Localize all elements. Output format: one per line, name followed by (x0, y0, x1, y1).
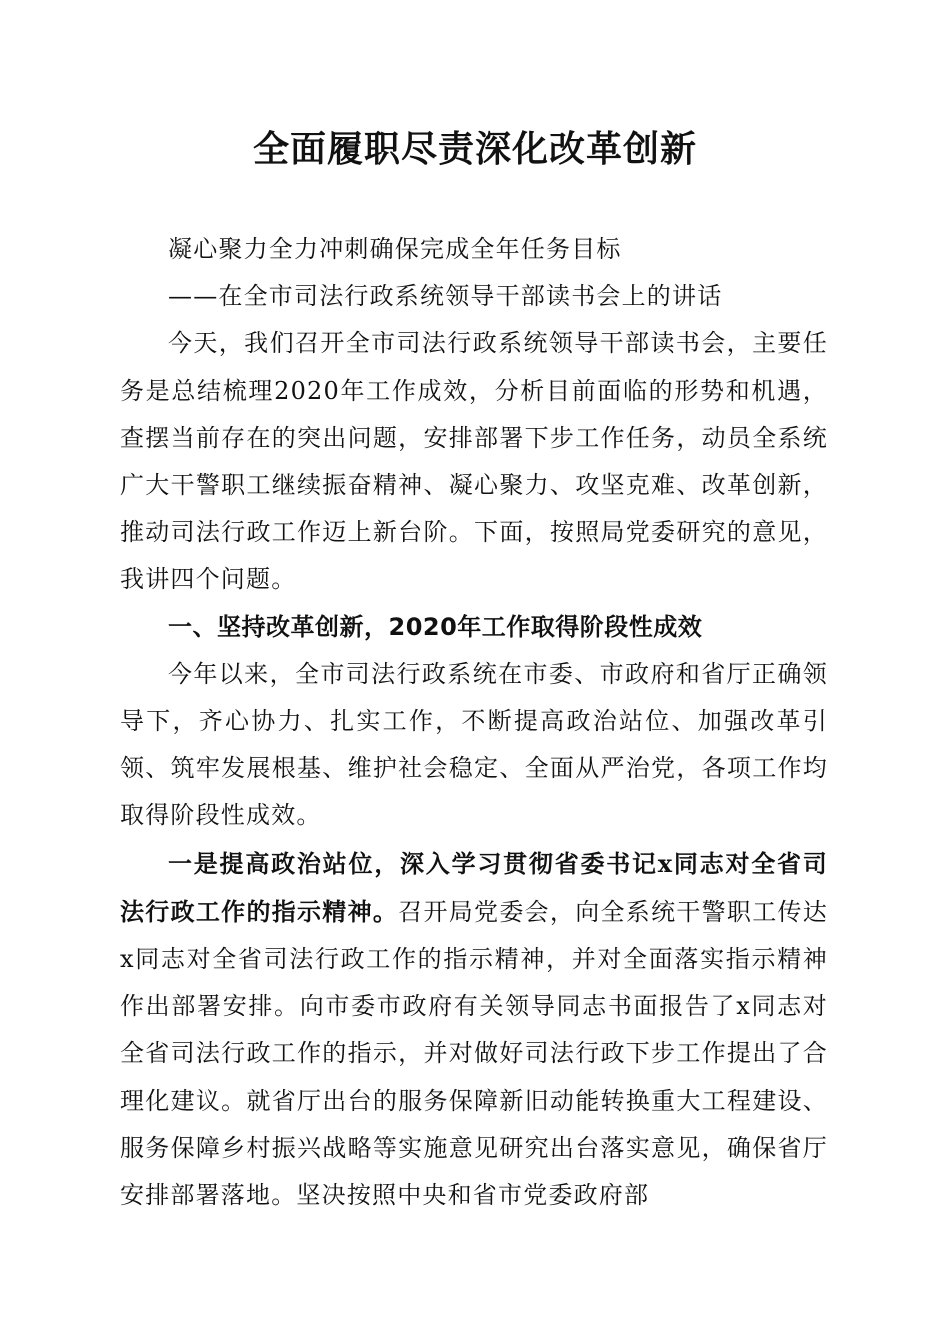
page-title: 全面履职尽责深化改革创新 (252, 128, 697, 170)
point-paragraph (120, 840, 828, 1220)
point-lead-text: 一是提高政治站位，深入学习贯彻省委书记x同志对全省司法行政工作的指示精神。 (120, 848, 828, 926)
point-body-text: 召开局党委会，向全系统干警职工传达x同志对全省司法行政工作的指示精神，并对全面落实指示精神作出部署安排。向市委市政府有关领导同志书面报告了x同志对全省司法行政工作的指示，并对做好司法行政下步工作提出了合理化建议。就省厅出台的服务保障新旧动能转换重大工程建设、服务保障乡村振兴战略等实施意见研究出台落实意见，确保省厅安排部署落地。坚决按照中央和省市党委政府部 (120, 897, 829, 1210)
intro-paragraph: 今天，我们召开全市司法行政系统领导干部读书会，主要任务是总结梳理2020年工作成效，分析目前面临的形势和机遇，查摆当前存在的突出问题，安排部署下步工作任务，动员全系统广大干警职工继续振奋精神、凝心聚力、攻坚克难、改革创新，推动司法行政工作迈上新台阶。下面，按照局党委研究的意见，我讲四个问题。 (120, 329, 828, 594)
subtitle-line: 凝心聚力全力冲刺确保完成全年任务目标 (168, 235, 622, 263)
subtitle-speech-line: ——在全市司法行政系统领导干部读书会上的讲话 (168, 282, 723, 311)
document-body (120, 226, 828, 1219)
section-paragraph: 今年以来，全市司法行政系统在市委、市政府和省厅正确领导下，齐心协力、扎实工作，不断提高政治站位、加强改革引领、筑牢发展根基、维护社会稳定、全面从严治党，各项工作均取得阶段性成效。 (120, 659, 828, 830)
section-heading: 一、坚持改革创新，2020年工作取得阶段性成效 (168, 612, 703, 641)
